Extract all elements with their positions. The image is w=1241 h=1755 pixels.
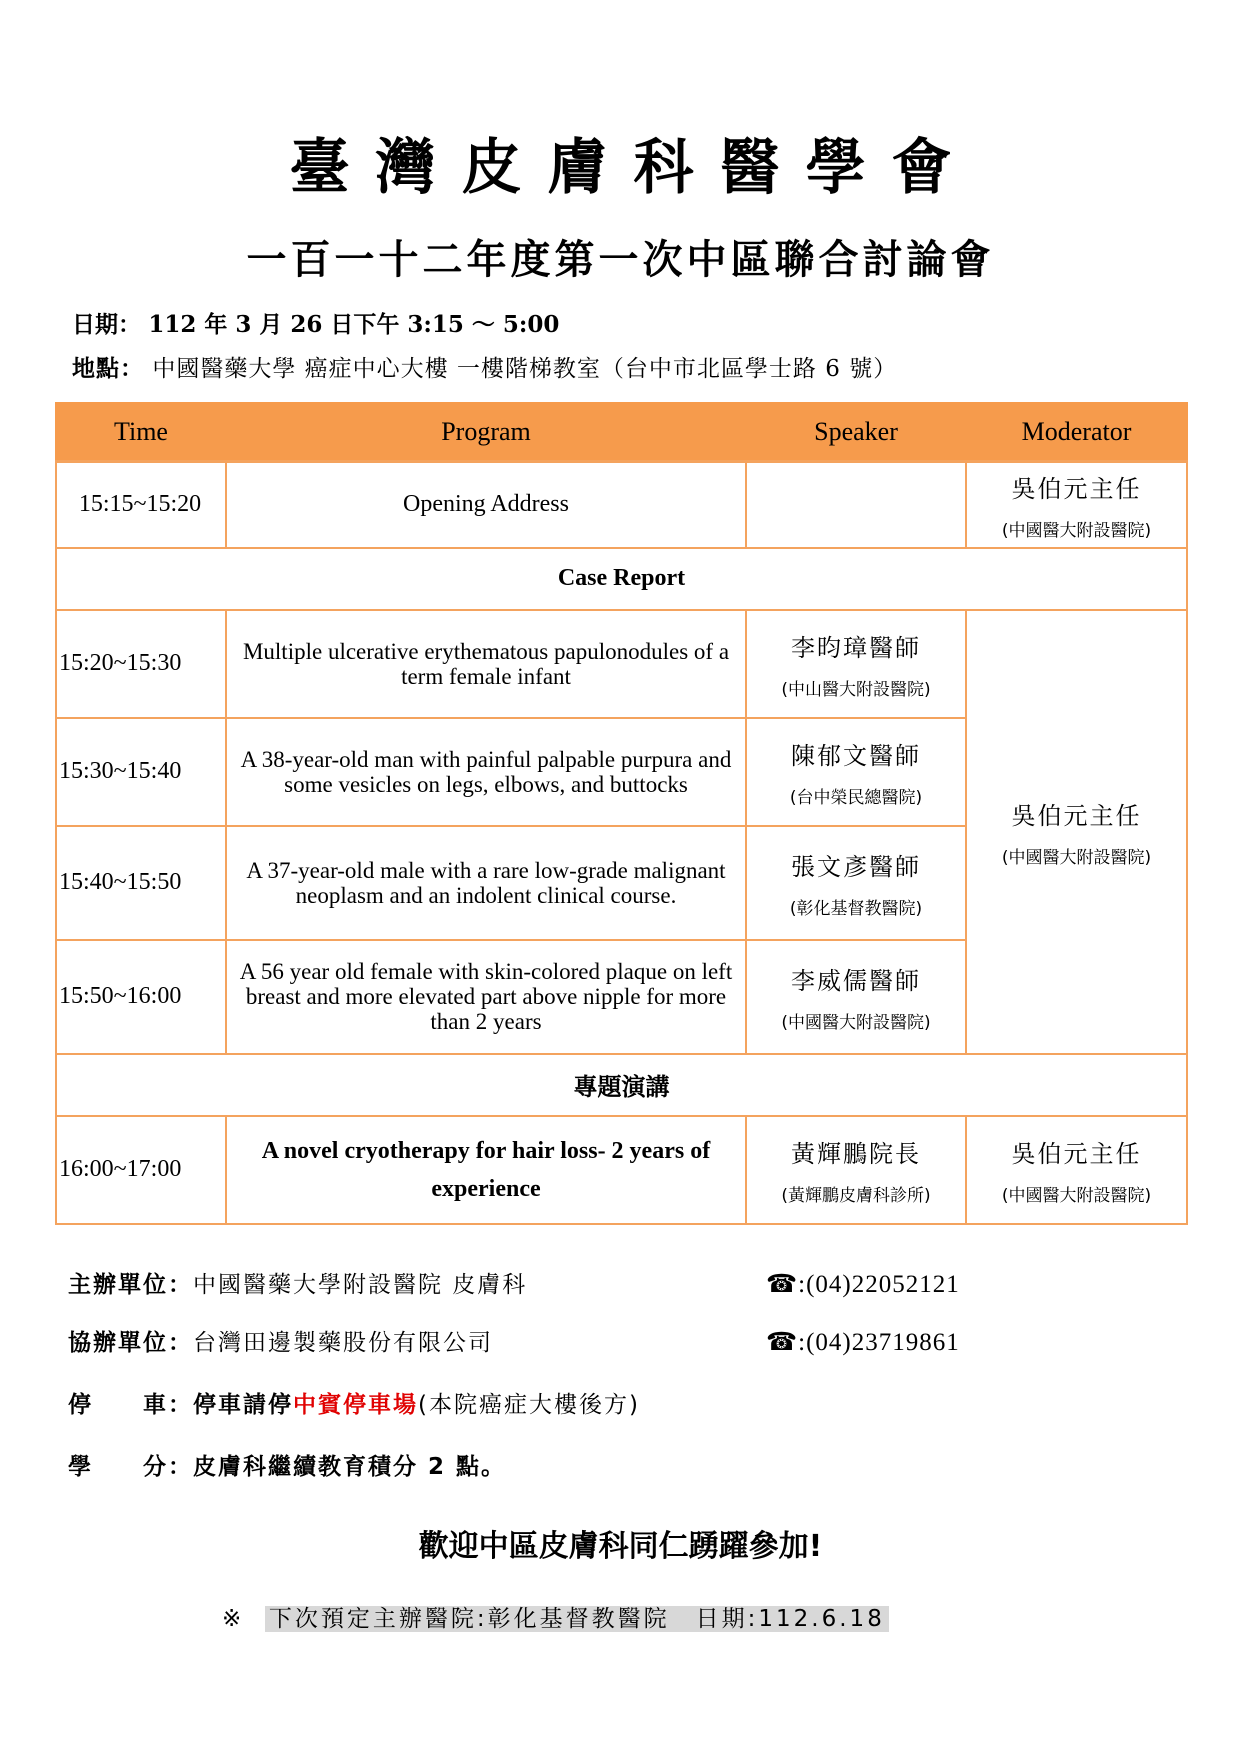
venue-label: 地點： <box>72 355 144 382</box>
speaker-name: 李昀璋醫師 <box>791 633 921 662</box>
table-header-row <box>56 403 1187 462</box>
table-row <box>56 462 1187 548</box>
case-time: 15:30~15:40 <box>56 718 226 826</box>
case-speaker <box>746 718 966 826</box>
case-moderator <box>966 610 1187 1054</box>
parking-suffix: (本院癌症大樓後方) <box>418 1392 640 1418</box>
co-organizer-label: 協辦單位： <box>68 1330 193 1356</box>
co-organizer-value: 台灣田邊製藥股份有限公司 <box>193 1330 493 1356</box>
speaker-affiliation: (台中榮民總醫院) <box>789 787 923 808</box>
speaker-name: 陳郁文醫師 <box>791 741 921 770</box>
date-line <box>72 308 559 342</box>
venue-line <box>72 352 897 386</box>
lecture-time: 16:00~17:00 <box>56 1116 226 1224</box>
speaker-name: 李威儒醫師 <box>791 966 921 995</box>
case-program: A 56 year old female with skin-colored plaque on left breast and more elevated part above nipple for more than 2 years <box>226 940 746 1054</box>
case-speaker <box>746 826 966 940</box>
opening-moderator <box>966 462 1187 548</box>
date-label: 日期： <box>72 311 141 338</box>
parking-highlight: 中賓停車場 <box>293 1392 418 1418</box>
lecture-program: A novel cryotherapy for hair loss- 2 years of experience <box>226 1116 746 1224</box>
lecture-speaker <box>746 1116 966 1224</box>
moderator-name: 吳伯元主任 <box>1011 1139 1142 1168</box>
welcome-message: 歡迎中區皮膚科同仁踴躍參加! <box>418 1529 823 1564</box>
credit-value: 皮膚科繼續教育積分 2 點。 <box>193 1454 507 1480</box>
opening-speaker <box>746 462 966 548</box>
speaker-affiliation: (黃輝鵬皮膚科診所) <box>781 1185 931 1206</box>
lecture-moderator <box>966 1116 1187 1224</box>
speaker-name: 張文彥醫師 <box>791 852 921 881</box>
venue-value: 中國醫藥大學 癌症中心大樓 一樓階梯教室（台中市北區學士路 6 號） <box>152 356 898 382</box>
header-moderator: Moderator <box>966 403 1187 462</box>
moderator-name: 吳伯元主任 <box>1011 801 1142 830</box>
case-time: 15:40~15:50 <box>56 826 226 940</box>
table-row <box>56 1116 1187 1224</box>
speaker-affiliation: (中山醫大附設醫院) <box>781 679 931 700</box>
date-value: 112 年 3 月 26 日下午 3:15 ～ 5:00 <box>148 311 560 338</box>
program-table <box>55 402 1188 1225</box>
credit-label: 學 分： <box>68 1454 193 1480</box>
case-program: Multiple ulcerative erythematous papulonodules of a term female infant <box>226 610 746 718</box>
parking-prefix: 停車請停 <box>193 1392 293 1418</box>
case-speaker <box>746 610 966 718</box>
parking-label: 停 車： <box>68 1392 193 1418</box>
opening-time: 15:15~15:20 <box>56 462 226 548</box>
meeting-title: 一百一十二年度第一次中區聯合討論會 <box>246 237 995 283</box>
case-speaker <box>746 940 966 1054</box>
moderator-affiliation: (中國醫大附設醫院) <box>1001 520 1152 541</box>
lecture-title-row <box>56 1054 1187 1116</box>
next-meeting-text: 下次預定主辦醫院:彰化基督教醫院 日期:112.6.18 <box>265 1606 889 1632</box>
header-time: Time <box>56 403 226 462</box>
moderator-affiliation: (中國醫大附設醫院) <box>1001 1185 1152 1206</box>
organizer-label: 主辦單位： <box>68 1272 193 1298</box>
case-time: 15:20~15:30 <box>56 610 226 718</box>
reference-mark: ※ <box>222 1606 245 1632</box>
speaker-affiliation: (中國醫大附設醫院) <box>781 1012 931 1033</box>
moderator-affiliation: (中國醫大附設醫院) <box>1001 847 1152 868</box>
case-report-title: Case Report <box>56 548 1187 610</box>
organizer-value: 中國醫藥大學附設醫院 皮膚科 <box>193 1272 528 1298</box>
case-time: 15:50~16:00 <box>56 940 226 1054</box>
parking-line <box>68 1388 640 1422</box>
speaker-affiliation: (彰化基督教醫院) <box>789 898 923 919</box>
society-title: 臺灣皮膚科醫學會 <box>289 133 978 203</box>
lecture-title: 專題演講 <box>56 1054 1187 1116</box>
case-program: A 38-year-old man with painful palpable purpura and some vesicles on legs, elbows, and buttocks <box>226 718 746 826</box>
moderator-name: 吳伯元主任 <box>1011 474 1142 503</box>
co-organizer-line <box>68 1326 960 1360</box>
next-meeting-line <box>222 1602 889 1636</box>
table-row <box>56 610 1187 718</box>
case-program: A 37-year-old male with a rare low-grade malignant neoplasm and an indolent clinical course. <box>226 826 746 940</box>
opening-program: Opening Address <box>226 462 746 548</box>
co-organizer-phone: ☎:(04)23719861 <box>766 1329 960 1356</box>
organizer-line <box>68 1268 960 1302</box>
case-report-row <box>56 548 1187 610</box>
organizer-phone: ☎:(04)22052121 <box>766 1271 960 1298</box>
speaker-name: 黃輝鵬院長 <box>791 1139 921 1168</box>
credit-line <box>68 1450 506 1484</box>
header-program: Program <box>226 403 746 462</box>
header-speaker: Speaker <box>746 403 966 462</box>
